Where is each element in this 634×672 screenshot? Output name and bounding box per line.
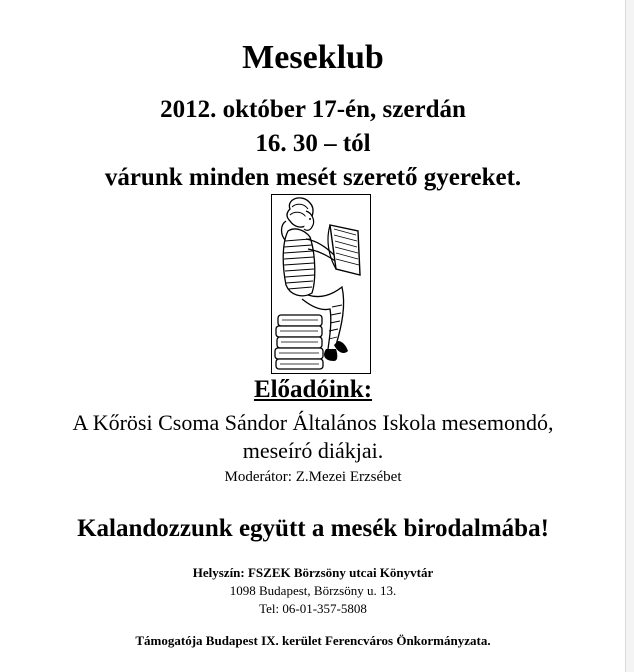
- event-time: 16. 30 – tól: [255, 130, 371, 157]
- presenters-line-1: A Kőrösi Csoma Sándor Általános Iskola mesemondó,: [72, 410, 554, 435]
- venue-phone: Tel: 06-01-357-5808: [259, 601, 367, 616]
- window-edge: [625, 0, 634, 672]
- presenters-line-2: meseíró diákjai.: [242, 438, 384, 463]
- sponsor-text: Támogatója Budapest IX. kerület Ferencváros Önkormányzata.: [135, 633, 491, 648]
- venue-location: Helyszín: FSZEK Börzsöny utcai Könyvtár: [192, 565, 434, 580]
- presenters-heading: Előadóink:: [253, 376, 373, 403]
- page-title: Meseklub: [242, 39, 384, 76]
- moderator-text: Moderátor: Z.Mezei Erzsébet: [224, 469, 402, 485]
- motto-text: Kalandozzunk együtt a mesék birodalmába!: [77, 515, 549, 542]
- invitation-text: várunk minden mesét szerető gyereket.: [104, 164, 522, 191]
- girl-reading-book-on-stack-of-books-icon: [271, 194, 371, 374]
- venue-address: 1098 Budapest, Börzsöny u. 13.: [229, 583, 397, 598]
- event-date: 2012. október 17-én, szerdán: [160, 96, 466, 123]
